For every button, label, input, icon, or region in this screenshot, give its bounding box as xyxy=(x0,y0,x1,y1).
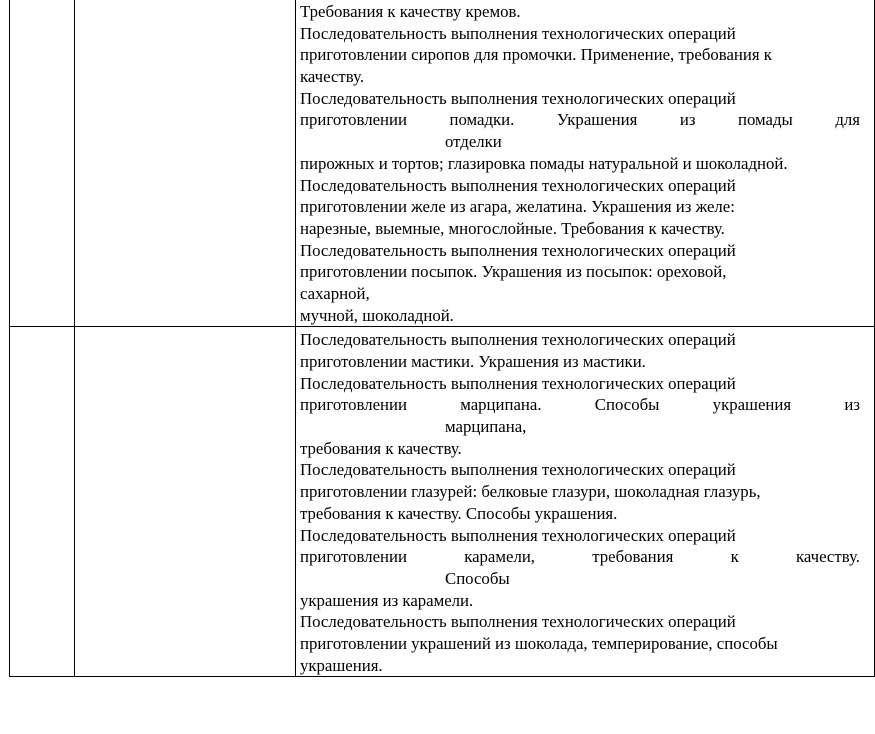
text-line: отделки xyxy=(445,132,502,152)
text-line: требования к качеству. Способы украшения. xyxy=(300,503,618,523)
word: приготовлении xyxy=(300,395,407,415)
text-line: марципана, xyxy=(445,417,527,437)
word: помады xyxy=(737,110,793,130)
section-cell xyxy=(75,327,296,677)
text-line: приготовлении желе из агара, желатина. Украшения из желе: xyxy=(300,197,735,217)
section-cell xyxy=(75,0,296,327)
word: к xyxy=(730,547,739,567)
content-text xyxy=(300,329,874,676)
text-line: нарезные, выемные, многослойные. Требования к качеству. xyxy=(300,218,725,238)
text-line: Последовательность выполнения технологических операций xyxy=(300,175,736,195)
word: качеству. xyxy=(795,547,860,567)
text-line: приготовлении посыпок. Украшения из посыпок: ореховой, xyxy=(300,262,727,282)
text-line: приготовлении сиропов для промочки. Применение, требования к xyxy=(300,45,772,65)
text-line: Последовательность выполнения технологических операций xyxy=(300,525,736,545)
text-line: мучной, шоколадной. xyxy=(300,305,454,325)
text-line: Последовательность выполнения технологических операций xyxy=(300,240,736,260)
justified-line xyxy=(300,109,860,131)
word: помадки. xyxy=(449,110,515,130)
text-line: качеству. xyxy=(300,67,365,87)
text-line: сахарной, xyxy=(300,283,370,303)
word: марципана. xyxy=(460,395,542,415)
word: из xyxy=(679,110,696,130)
justified-line xyxy=(300,394,860,416)
word: приготовлении xyxy=(300,547,407,567)
text-line: Последовательность выполнения технологических операций xyxy=(300,23,736,43)
text-line: приготовлении мастики. Украшения из мастики. xyxy=(300,352,646,371)
justified-line xyxy=(300,546,860,568)
word: Способы xyxy=(594,395,660,415)
number-cell xyxy=(10,0,75,327)
text-line: Требования к качеству кремов. xyxy=(300,2,521,21)
text-line: Последовательность выполнения технологических операций xyxy=(300,373,736,393)
word: приготовлении xyxy=(300,110,407,130)
text-line: Способы xyxy=(445,568,510,588)
word: карамели, xyxy=(464,547,535,567)
number-cell xyxy=(10,327,75,677)
word: Украшения xyxy=(556,110,638,130)
text-line: требования к качеству. xyxy=(300,438,462,458)
text-line: приготовлении глазурей: белковые глазури, шоколадная глазурь, xyxy=(300,482,761,502)
content-cell xyxy=(296,327,875,677)
text-line: Последовательность выполнения технологических операций xyxy=(300,612,736,632)
word: украшения xyxy=(712,395,792,415)
content-cell xyxy=(296,0,875,327)
word: для xyxy=(835,110,860,130)
table-row xyxy=(10,0,875,327)
text-line: украшения из карамели. xyxy=(300,590,474,610)
text-line: Последовательность выполнения технологических операций xyxy=(300,88,736,108)
text-line: пирожных и тортов; глазировка помады натуральной и шоколадной. xyxy=(300,153,788,173)
text-line: Последовательность выполнения технологических операций xyxy=(300,460,736,480)
word: из xyxy=(844,395,860,415)
text-line: приготовлении украшений из шоколада, темперирование, способы xyxy=(300,633,778,653)
curriculum-table xyxy=(9,0,875,677)
word: требования xyxy=(592,547,674,567)
content-text xyxy=(300,1,874,326)
text-line: украшения. xyxy=(300,655,383,675)
text-line: Последовательность выполнения технологических операций xyxy=(300,330,736,350)
table-row xyxy=(10,327,875,677)
